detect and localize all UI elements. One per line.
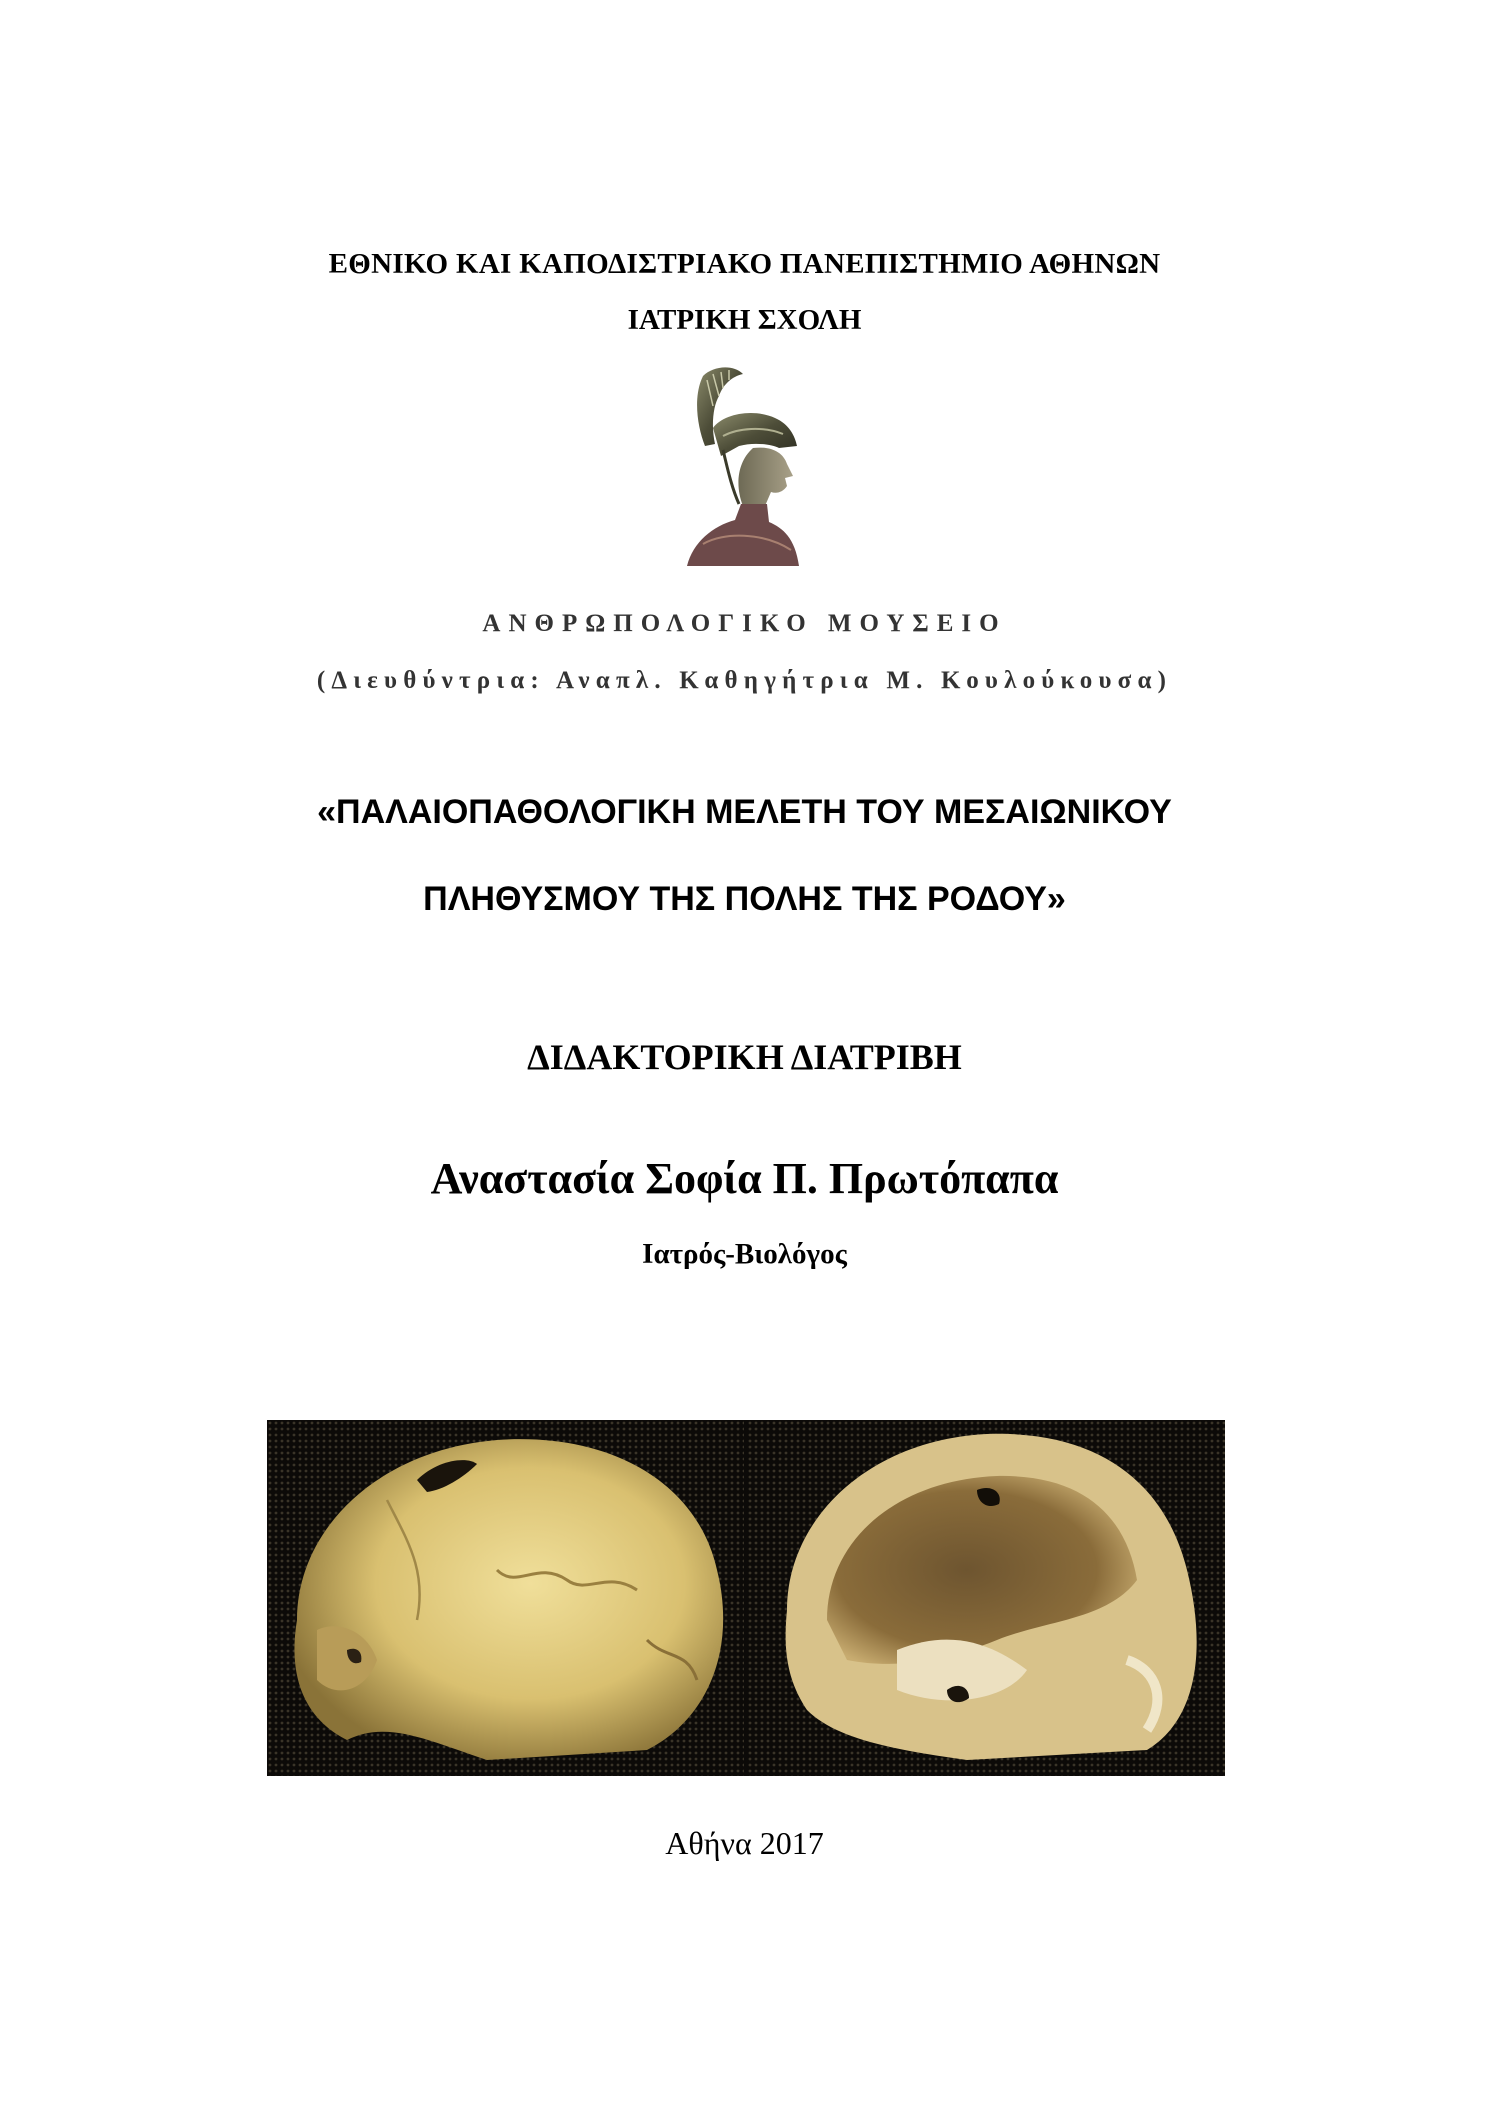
museum-director: (Διευθύντρια: Αναπλ. Καθηγήτρια Μ. Κουλούκουσα) (316, 667, 1173, 694)
author-profession: Ιατρός-Βιολόγος (642, 1238, 847, 1270)
skull-photos (267, 1420, 1225, 1776)
thesis-title-line-2: ΠΛΗΘΥΣΜΟΥ ΤΗΣ ΠΟΛΗΣ ΤΗΣ ΡΟΔΟΥ» (423, 880, 1066, 918)
school-name: ΙΑΤΡΙΚΗ ΣΧΟΛΗ (627, 304, 862, 336)
author-name: Αναστασία Σοφία Π. Πρωτόπαπα (430, 1154, 1059, 1203)
thesis-title-line-1: «ΠΑΛΑΙΟΠΑΘΟΛΟΓΙΚΗ ΜΕΛΕΤΗ ΤΟΥ ΜΕΣΑΙΩΝΙΚΟΥ (317, 793, 1172, 831)
skull-interior-photo (747, 1420, 1225, 1776)
museum-name: ΑΝΘΡΩΠΟΛΟΓΙΚΟ ΜΟΥΣΕΙΟ (482, 610, 1007, 637)
skull-lateral-photo (267, 1420, 744, 1776)
place-and-year: Αθήνα 2017 (665, 1825, 824, 1861)
thesis-type: ΔΙΔΑΚΤΟΡΙΚΗ ΔΙΑΤΡΙΒΗ (527, 1037, 962, 1077)
university-name: ΕΘΝΙΚΟ ΚΑΙ ΚΑΠΟΔΙΣΤΡΙΑΚΟ ΠΑΝΕΠΙΣΤΗΜΙΟ ΑΘΗΝΩΝ (328, 248, 1161, 280)
athena-helmet-logo-icon (683, 366, 813, 566)
